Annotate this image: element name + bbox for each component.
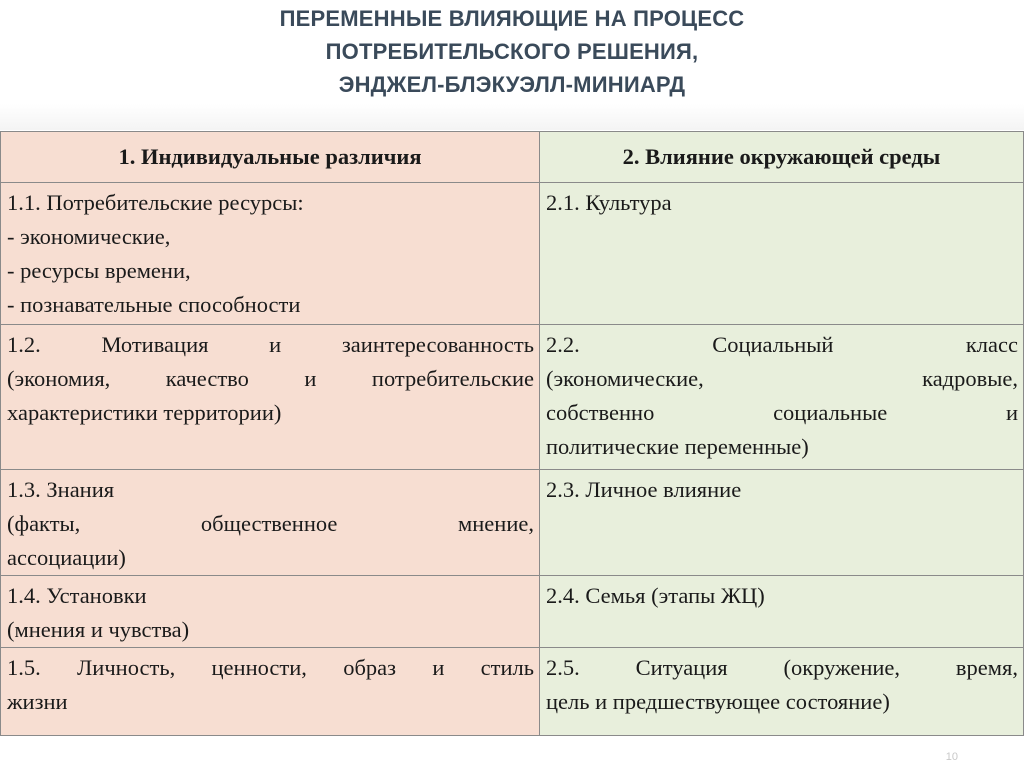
title-line-3: ЭНДЖЕЛ-БЛЭКУЭЛЛ-МИНИАРД (338, 72, 686, 97)
table-row (1, 648, 1024, 736)
title-line-1: ПЕРЕМЕННЫЕ ВЛИЯЮЩИЕ НА ПРОЦЕСС (279, 6, 745, 31)
cell-1-3: 1.3. Знания (факты, общественное мнение, ассоциации) (1, 470, 540, 576)
title-line-2: ПОТРЕБИТЕЛЬСКОГО РЕШЕНИЯ, (325, 39, 699, 64)
header-individual-differences: 1. Индивидуальные различия (1, 132, 540, 183)
table-row (1, 470, 1024, 576)
cell-1-5: 1.5. Личность, ценности, образ и стиль жизни (1, 648, 540, 736)
cell-2-3: 2.3. Личное влияние (540, 470, 1024, 576)
header-environmental-influence: 2. Влияние окружающей среды (540, 132, 1024, 183)
cell-1-4: 1.4. Установки (мнения и чувства) (1, 576, 540, 648)
cell-2-4: 2.4. Семья (этапы ЖЦ) (540, 576, 1024, 648)
cell-1-2: 1.2. Мотивация и заинтересованность (экономия, качество и потребительские характеристики территории) (1, 325, 540, 470)
table-row (1, 576, 1024, 648)
cell-2-1: 2.1. Культура (540, 183, 1024, 325)
cell-2-2: 2.2. Социальный класс (экономические, кадровые, собственно социальные и политические переменные) (540, 325, 1024, 470)
page-number: 10 (945, 751, 958, 763)
table-header-row (1, 132, 1024, 183)
table-row (1, 325, 1024, 470)
cell-2-5: 2.5. Ситуация (окружение, время, цель и предшествующее состояние) (540, 648, 1024, 736)
cell-1-1: 1.1. Потребительские ресурсы: - экономические, - ресурсы времени, - познавательные способности (1, 183, 540, 325)
table-row (1, 183, 1024, 325)
slide-title (0, 2, 1024, 101)
variables-table (0, 131, 1024, 736)
